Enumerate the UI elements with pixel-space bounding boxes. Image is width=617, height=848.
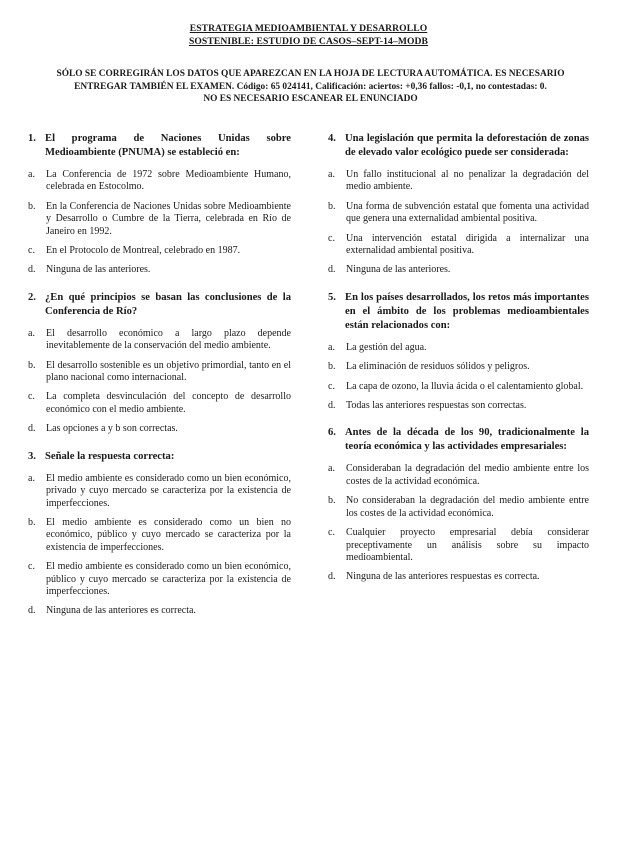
- question-text: Una legislación que permita la deforestación de zonas de elevado valor ecológico puede ser considerada:: [345, 133, 589, 158]
- option-letter: a.: [28, 327, 35, 339]
- question-4-option-b: [328, 201, 589, 226]
- option-letter: a.: [328, 341, 335, 353]
- question-5-option-d: [328, 400, 589, 412]
- question-text: Señale la respuesta correcta:: [45, 450, 175, 462]
- question-6-option-c: [328, 527, 589, 564]
- option-text: Una intervención estatal dirigida a internalizar una externalidad ambiental positiva.: [346, 232, 589, 257]
- question-5-stem: [328, 291, 589, 333]
- instructions-line-1: SÓLO SE CORREGIRÁN LOS DATOS QUE APAREZCAN EN LA HOJA DE LECTURA AUTOMÁTICA. ES NECESARIO: [56, 69, 565, 79]
- option-text: El medio ambiente es considerado como un bien no económico, público y cuyo mercado se caracteriza por la existencia de imperfecciones.: [46, 516, 291, 553]
- exam-title-line-2: SOSTENIBLE: ESTUDIO DE CASOS–SEPT-14–MODB: [188, 36, 429, 47]
- option-letter: c.: [28, 391, 35, 403]
- question-text: ¿En qué principios se basan las conclusiones de la Conferencia de Río?: [45, 291, 291, 317]
- option-letter: b.: [28, 359, 36, 371]
- question-1-option-b: [28, 201, 291, 238]
- option-text: Consideraban la degradación del medio ambiente entre los costes de la actividad económica.: [346, 463, 589, 487]
- question-3-option-b: [28, 517, 291, 554]
- option-letter: d.: [28, 605, 36, 617]
- question-number: 3.: [28, 450, 36, 462]
- option-text: La capa de ozono, la lluvia ácida o el calentamiento global.: [346, 380, 584, 392]
- question-4-option-a: [328, 169, 589, 194]
- instructions-line-2: ENTREGAR TAMBIÉN EL EXAMEN. Código: 65 024141, Calificación: aciertos: +0,36 fallos: -0,1, no contestadas: 0.: [74, 81, 547, 92]
- option-letter: c.: [328, 380, 335, 392]
- question-2-option-c: [28, 391, 291, 416]
- question-number: 6.: [328, 427, 336, 439]
- option-text: Cualquier proyecto empresarial debía considerar preceptivamente un análisis sobre su impacto medioambiental.: [346, 527, 589, 563]
- option-letter: d.: [28, 423, 36, 435]
- option-letter: d.: [328, 571, 336, 583]
- question-number: 4.: [328, 133, 336, 144]
- exam-title-line-1: ESTRATEGIA MEDIOAMBIENTAL Y DESARROLLO: [189, 23, 428, 34]
- option-letter: c.: [28, 245, 35, 257]
- question-3-option-a: [28, 473, 291, 510]
- option-text: Ninguna de las anteriores respuestas es correcta.: [346, 571, 540, 583]
- option-text: Ninguna de las anteriores es correcta.: [46, 605, 196, 617]
- option-letter: a.: [328, 169, 335, 180]
- exam-instructions: [28, 68, 593, 106]
- question-2-option-b: [28, 360, 291, 385]
- option-text: El medio ambiente es considerado como un bien económico, público y cuyo mercado se caracteriza por la existencia de imperfecciones.: [46, 561, 291, 597]
- option-letter: b.: [28, 200, 36, 212]
- question-6-option-a: [328, 463, 589, 488]
- left-column: [28, 132, 291, 632]
- question-2: [28, 291, 291, 436]
- option-letter: d.: [28, 264, 36, 276]
- question-text: Antes de la década de los 90, tradicionalmente la teoría económica y las actividades empresariales:: [345, 427, 589, 453]
- question-5-option-c: [328, 381, 589, 393]
- option-letter: d.: [328, 264, 336, 276]
- question-number: 1.: [28, 133, 36, 144]
- question-4-option-c: [328, 233, 589, 258]
- instructions-line-3: NO ES NECESARIO ESCANEAR EL ENUNCIADO: [203, 94, 418, 104]
- question-3-option-d: [28, 605, 291, 617]
- option-text: La eliminación de residuos sólidos y peligros.: [346, 361, 530, 373]
- question-1-option-a: [28, 169, 291, 194]
- question-text: En los países desarrollados, los retos más importantes en el ámbito de los problemas medioambientales están relacionados con:: [345, 291, 589, 331]
- option-letter: c.: [328, 527, 335, 539]
- question-2-option-a: [28, 328, 291, 353]
- question-4-option-d: [328, 264, 589, 276]
- option-text: La completa desvinculación del concepto de desarrollo económico con el medio ambiente.: [46, 391, 291, 415]
- question-5: [328, 291, 589, 413]
- option-text: La gestión del agua.: [346, 341, 427, 353]
- option-text: Un fallo institucional al no penalizar la degradación del medio ambiente.: [346, 169, 589, 193]
- question-6-option-b: [328, 495, 589, 520]
- option-text: El desarrollo sostenible es un objetivo primordial, tanto en el plano nacional como internacional.: [46, 359, 291, 384]
- question-1-stem: [28, 132, 291, 160]
- question-1-option-d: [28, 264, 291, 276]
- question-6-stem: [328, 426, 589, 454]
- option-letter: d.: [328, 400, 336, 412]
- right-column: [328, 132, 589, 598]
- question-3: [28, 450, 291, 618]
- option-text: Todas las anteriores respuestas son correctas.: [346, 400, 527, 412]
- question-5-option-a: [328, 342, 589, 354]
- question-text: El programa de Naciones Unidas sobre Medioambiente (PNUMA) se estableció en:: [45, 133, 291, 158]
- question-6: [328, 426, 589, 583]
- question-1: [28, 132, 291, 277]
- question-number: 2.: [28, 291, 36, 303]
- option-letter: b.: [328, 495, 336, 507]
- option-text: El desarrollo económico a largo plazo depende inevitablemente de la conservación del medio ambiente.: [46, 327, 291, 352]
- question-1-option-c: [28, 245, 291, 257]
- option-text: Las opciones a y b son correctas.: [46, 423, 178, 435]
- option-letter: a.: [328, 463, 335, 475]
- option-letter: b.: [328, 200, 336, 212]
- option-text: En la Conferencia de Naciones Unidas sobre Medioambiente y Desarrollo o Cumbre de la Tierra, celebrada en Río de Janeiro en 1992.: [46, 200, 291, 237]
- question-3-option-c: [28, 561, 291, 598]
- option-text: Ninguna de las anteriores.: [346, 264, 451, 276]
- question-4-stem: [328, 132, 589, 160]
- option-letter: a.: [28, 472, 35, 484]
- option-letter: c.: [28, 561, 35, 573]
- question-number: 5.: [328, 291, 336, 303]
- question-3-stem: [28, 450, 291, 464]
- option-text: El medio ambiente es considerado como un bien económico, privado y cuyo mercado se caracteriza por la existencia de imperfecciones.: [46, 472, 291, 509]
- option-text: La Conferencia de 1972 sobre Medioambiente Humano, celebrada en Estocolmo.: [46, 169, 291, 193]
- option-letter: a.: [28, 169, 35, 180]
- question-5-option-b: [328, 361, 589, 373]
- option-letter: b.: [328, 361, 336, 373]
- option-letter: c.: [328, 232, 335, 244]
- option-text: Una forma de subvención estatal que fomenta una actividad que genera una externalidad ambiental positiva.: [346, 200, 589, 225]
- exam-header: [0, 22, 617, 48]
- question-2-option-d: [28, 423, 291, 435]
- option-letter: b.: [28, 516, 36, 528]
- question-4: [328, 132, 589, 277]
- option-text: Ninguna de las anteriores.: [46, 264, 151, 276]
- option-text: En el Protocolo de Montreal, celebrado en 1987.: [46, 245, 241, 257]
- option-text: No consideraban la degradación del medio ambiente entre los costes de la actividad económica.: [346, 495, 589, 519]
- question-6-option-d: [328, 571, 589, 583]
- question-2-stem: [28, 291, 291, 319]
